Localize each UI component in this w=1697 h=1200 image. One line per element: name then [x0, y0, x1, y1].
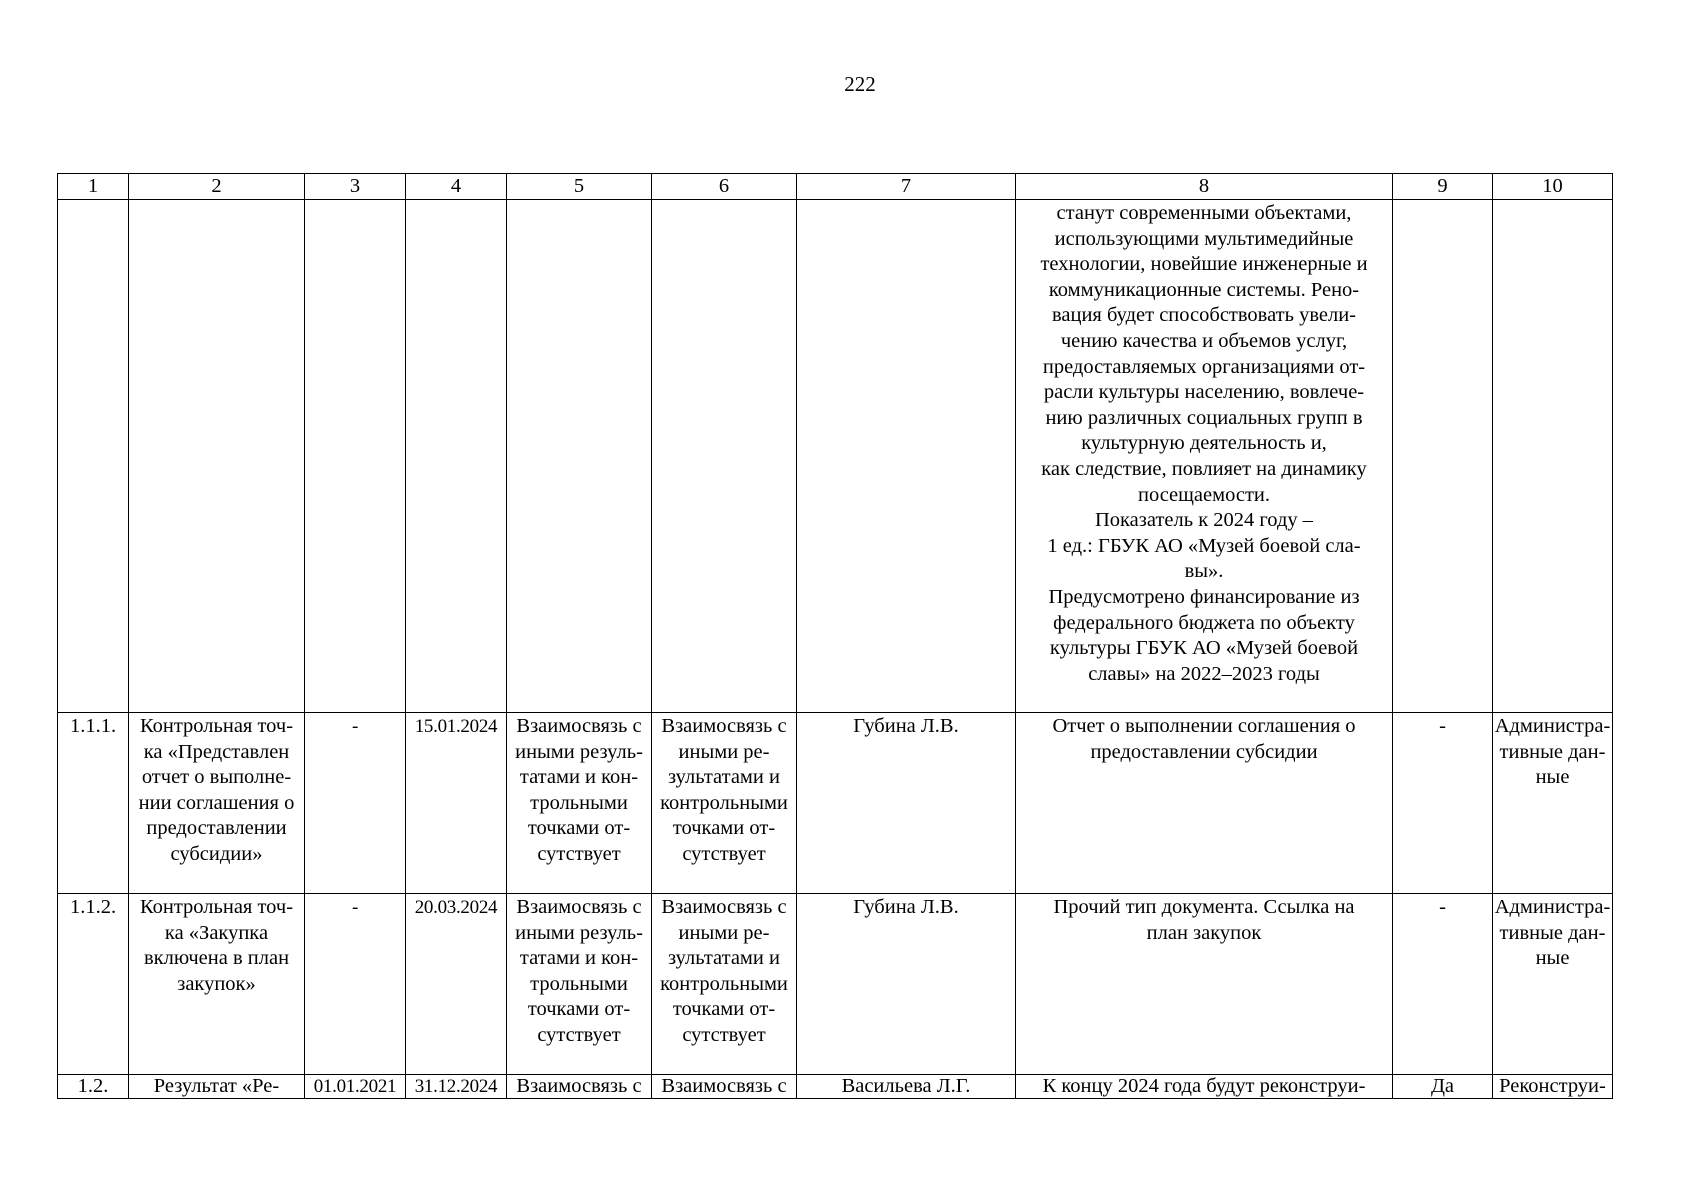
flag [1393, 200, 1493, 713]
end-date [406, 200, 507, 713]
relation-successor: Взаимосвязь с иными ре- зультатами и контрольными точками от- сутствует [652, 713, 797, 894]
row-number: 1.2. [58, 1075, 129, 1099]
row-number: 1.1.2. [58, 894, 129, 1075]
flag: - [1393, 713, 1493, 894]
description: Отчет о выполнении соглашения о предоставлении субсидии [1016, 713, 1393, 894]
description: Прочий тип документа. Ссылка на план закупок [1016, 894, 1393, 1075]
column-number: 6 [652, 174, 797, 200]
row-title: Результат «Ре- [129, 1075, 305, 1099]
column-number: 2 [129, 174, 305, 200]
column-number: 1 [58, 174, 129, 200]
column-number: 3 [305, 174, 406, 200]
row-number [58, 200, 129, 713]
info-source: Администра- тивные дан- ные [1493, 713, 1613, 894]
column-number: 10 [1493, 174, 1613, 200]
start-date: - [305, 713, 406, 894]
relation-successor [652, 200, 797, 713]
relation-successor: Взаимосвязь с иными ре- зультатами и контрольными точками от- сутствует [652, 894, 797, 1075]
column-number: 9 [1393, 174, 1493, 200]
table-row [58, 200, 1613, 713]
row-title [129, 200, 305, 713]
description: К концу 2024 года будут реконструи- [1016, 1075, 1393, 1099]
start-date [305, 200, 406, 713]
info-source: Администра- тивные дан- ные [1493, 894, 1613, 1075]
column-number-row [58, 174, 1613, 200]
end-date: 15.01.2024 [406, 713, 507, 894]
column-number: 5 [507, 174, 652, 200]
table-row [58, 713, 1613, 894]
start-date: - [305, 894, 406, 1075]
info-source [1493, 200, 1613, 713]
table-row [58, 1075, 1613, 1099]
responsible-person: Губина Л.В. [797, 713, 1016, 894]
row-title: Контрольная точ- ка «Представлен отчет о выполне- нии соглашения о предоставлении субсидии» [129, 713, 305, 894]
table-row [58, 894, 1613, 1075]
responsible-person [797, 200, 1016, 713]
column-number: 7 [797, 174, 1016, 200]
page-number: 222 [844, 72, 876, 96]
plan-table [57, 173, 1613, 1099]
column-number: 4 [406, 174, 507, 200]
relation-successor: Взаимосвязь с [652, 1075, 797, 1099]
info-source: Реконструи- [1493, 1075, 1613, 1099]
relation-predecessor: Взаимосвязь с [507, 1075, 652, 1099]
flag: Да [1393, 1075, 1493, 1099]
row-title: Контрольная точ- ка «Закупка включена в план закупок» [129, 894, 305, 1075]
column-number: 8 [1016, 174, 1393, 200]
responsible-person: Васильева Л.Г. [797, 1075, 1016, 1099]
relation-predecessor: Взаимосвязь с иными резуль- татами и кон- трольными точками от- сутствует [507, 713, 652, 894]
description: станут современными объектами, использующими мультимедийные технологии, новейшие инженерные и коммуникационные системы. Рено- вация будет способствовать увели- чению качества и объемов услуг, предоставляемых организациями от- расли культуры населению, вовлече- нию различных социальных групп в культурную деятельность и, как следствие, повлияет на динамику посещаемости. Показатель к 2024 году – 1 ед.: ГБУК АО «Музей боевой сла- вы». Предусмотрено финансирование из федерального бюджета по объекту культуры ГБУК АО «Музей боевой славы» на 2022–2023 годы [1016, 200, 1393, 713]
row-number: 1.1.1. [58, 713, 129, 894]
responsible-person: Губина Л.В. [797, 894, 1016, 1075]
end-date: 20.03.2024 [406, 894, 507, 1075]
end-date: 31.12.2024 [406, 1075, 507, 1099]
flag: - [1393, 894, 1493, 1075]
start-date: 01.01.2021 [305, 1075, 406, 1099]
relation-predecessor: Взаимосвязь с иными резуль- татами и кон- трольными точками от- сутствует [507, 894, 652, 1075]
relation-predecessor [507, 200, 652, 713]
